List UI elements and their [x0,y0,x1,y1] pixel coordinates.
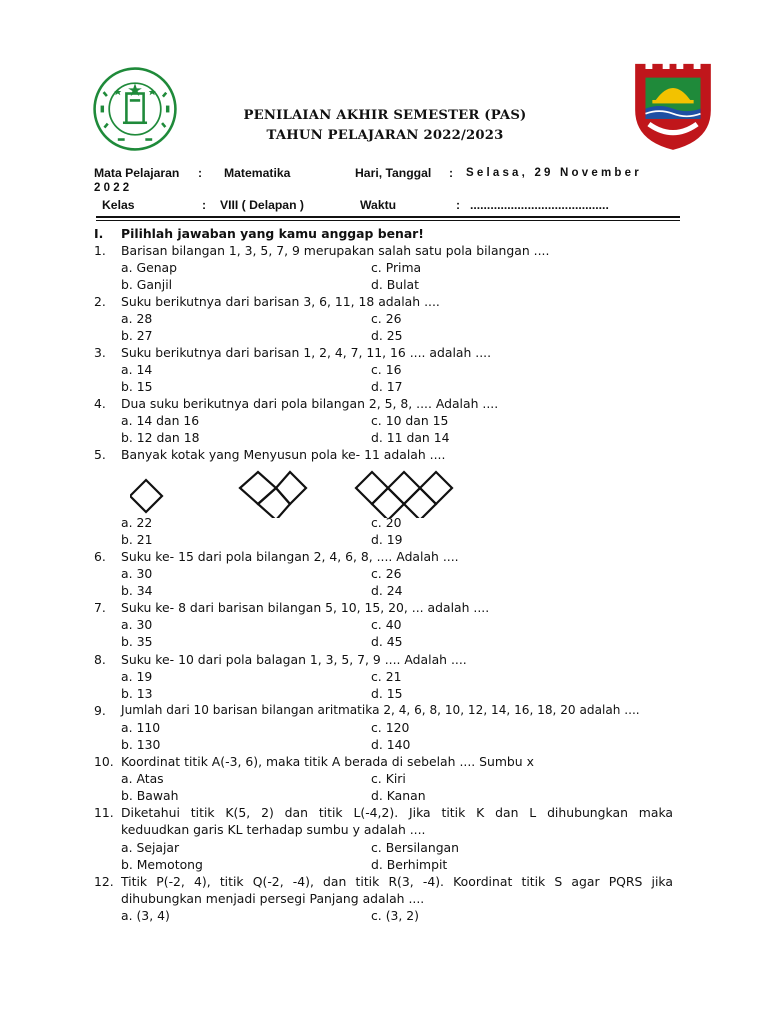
option-d: d. 11 dan 14 [371,430,450,445]
question-number: 12. [94,874,114,889]
day-separator: : [449,166,454,180]
option-b: b. 27 [121,328,153,343]
question-text: Titik P(-2, 4), titik Q(-2, -4), dan titik R(3, -4). Koordinat titik S agar PQRS jika [121,874,673,889]
question-text-continued: keduudkan garis KL terhadap sumbu y adalah .... [121,822,426,837]
option-d: d. Bulat [371,277,419,292]
question-text-continued: dihubungkan menjadi persegi Panjang adalah .... [121,891,425,906]
option-a: a. 14 [121,362,153,377]
option-c: c. Bersilangan [371,840,460,855]
option-b: b. Ganjil [121,277,173,292]
option-c: c. 20 [371,515,402,530]
class-separator: : [202,198,207,212]
option-a: a. 30 [121,617,153,632]
question-number: 2. [94,294,106,309]
pattern-2-diamonds [240,472,306,518]
subject-value: Matematika [224,166,291,180]
question-text: Suku ke- 10 dari pola balagan 1, 3, 5, 7, 9 .... Adalah .... [121,652,467,667]
option-d: d. 24 [371,583,403,598]
subject-label: Mata Pelajaran [94,166,180,180]
day-value: Selasa, 29 November [466,167,642,179]
option-a: a. (3, 4) [121,908,170,923]
option-c: c. 10 dan 15 [371,413,449,428]
question-number: 11. [94,805,114,820]
option-d: d. 17 [371,379,403,394]
pattern-1-diamond [130,480,162,512]
option-c: c. 16 [371,362,402,377]
option-d: d. 15 [371,686,403,701]
exam-title [200,106,570,146]
option-d: d. 19 [371,532,403,547]
question-text: Suku ke- 8 dari barisan bilangan 5, 10, 15, 20, ... adalah .... [121,600,490,615]
question-number: 4. [94,396,106,411]
option-c: c. 26 [371,311,402,326]
option-c: c. 40 [371,617,402,632]
option-a: a. 30 [121,566,153,581]
question-text: Jumlah dari 10 barisan bilangan aritmatika 2, 4, 6, 8, 10, 12, 14, 16, 18, 20 adalah .... [121,703,640,717]
option-c: c. (3, 2) [371,908,420,923]
school-logo [92,66,178,152]
question-text: Koordinat titik A(-3, 6), maka titik A berada di sebelah .... Sumbu x [121,754,534,769]
option-a: a. Atas [121,771,164,786]
question-number: 10. [94,754,114,769]
section-instruction: Pilihlah jawaban yang kamu anggap benar! [121,226,424,241]
option-b: b. 34 [121,583,153,598]
time-label: Waktu [360,198,397,212]
question-number: 6. [94,549,106,564]
diamond-pattern-figure [130,468,470,518]
option-a: a. 19 [121,669,153,684]
regency-emblem [630,58,716,154]
option-c: c. 26 [371,566,402,581]
title-line-1: PENILAIAN AKHIR SEMESTER (PAS) [243,108,527,123]
question-number: 8. [94,652,106,667]
section-number: I. [94,226,104,241]
option-a: a. 22 [121,515,153,530]
time-separator: : [456,198,461,212]
question-text: Suku berikutnya dari barisan 1, 2, 4, 7, 11, 16 .... adalah .... [121,345,492,360]
question-text: Diketahui titik K(5, 2) dan titik L(-4,2). Jika titik K dan L dihubungkan maka [121,805,673,820]
question-text: Barisan bilangan 1, 3, 5, 7, 9 merupakan salah satu pola bilangan .... [121,243,550,258]
option-d: d. Kanan [371,788,426,803]
day-label: Hari, Tanggal [355,166,432,180]
header-divider [96,216,680,218]
option-b: b. 21 [121,532,153,547]
option-a: a. 28 [121,311,153,326]
option-c: c. Prima [371,260,422,275]
option-a: a. Sejajar [121,840,180,855]
question-text: Banyak kotak yang Menyusun pola ke- 11 adalah .... [121,447,446,462]
question-number: 1. [94,243,106,258]
option-b: b. Bawah [121,788,179,803]
question-text: Dua suku berikutnya dari pola bilangan 2, 5, 8, .... Adalah .... [121,396,499,411]
pattern-3-diamonds [356,472,452,518]
option-d: d. Berhimpit [371,857,448,872]
option-d: d. 45 [371,634,403,649]
question-number: 5. [94,447,106,462]
question-number: 9. [94,703,106,718]
option-b: b. Memotong [121,857,203,872]
day-value-year: 2022 [94,182,133,194]
option-c: c. 21 [371,669,402,684]
option-c: c. 120 [371,720,410,735]
option-a: a. Genap [121,260,178,275]
option-b: b. 35 [121,634,153,649]
option-d: d. 140 [371,737,411,752]
time-value: ......................................... [470,198,609,212]
option-b: b. 15 [121,379,153,394]
question-number: 3. [94,345,106,360]
header-divider-thin [96,220,680,221]
class-label: Kelas [102,198,135,212]
question-text: Suku berikutnya dari barisan 3, 6, 11, 18 adalah .... [121,294,440,309]
option-b: b. 12 dan 18 [121,430,200,445]
option-b: b. 13 [121,686,153,701]
subject-separator: : [198,166,203,180]
title-line-2: TAHUN PELAJARAN 2022/2023 [266,128,504,143]
class-value: VIII ( Delapan ) [220,198,304,212]
option-d: d. 25 [371,328,403,343]
option-a: a. 14 dan 16 [121,413,200,428]
question-number: 7. [94,600,106,615]
option-b: b. 130 [121,737,161,752]
option-a: a. 110 [121,720,161,735]
option-c: c. Kiri [371,771,406,786]
question-text: Suku ke- 15 dari pola bilangan 2, 4, 6, 8, .... Adalah .... [121,549,459,564]
